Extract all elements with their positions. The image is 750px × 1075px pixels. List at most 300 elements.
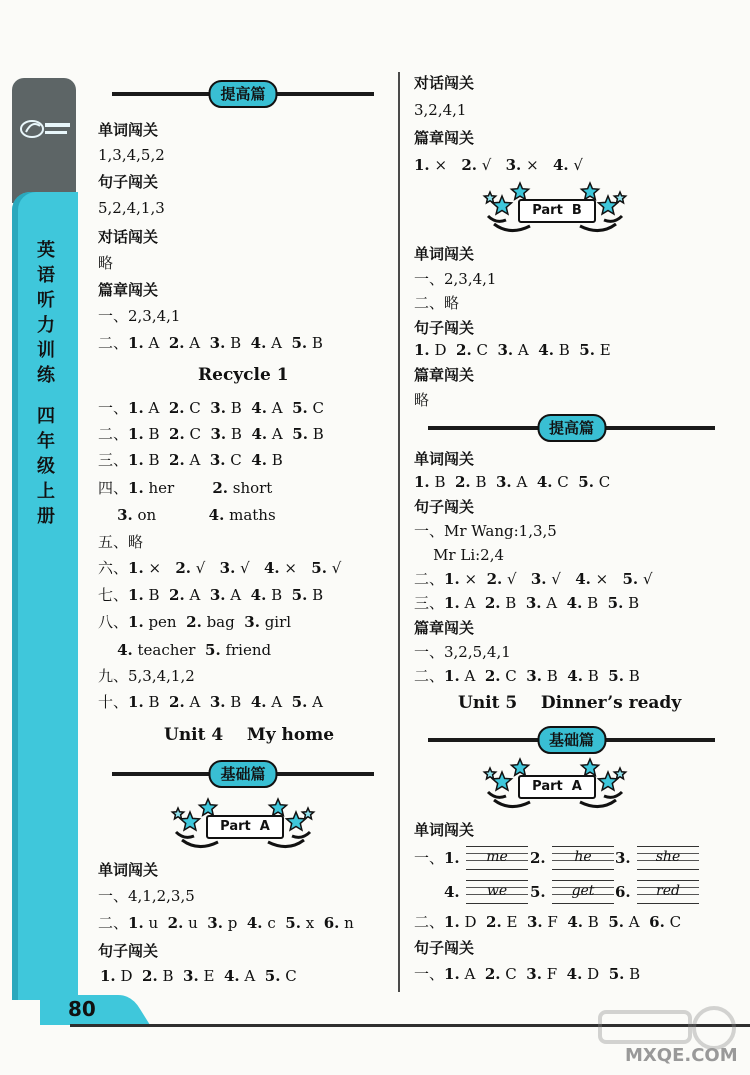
answer-text: E: [594, 341, 611, 359]
question-number: 3.: [496, 473, 512, 491]
banner-label: 基础篇: [537, 726, 606, 754]
answer-line: [98, 640, 271, 660]
answer-text: A: [266, 693, 292, 711]
answer-text: E: [501, 913, 527, 931]
answer-text: C: [471, 341, 498, 359]
question-number: 3.: [497, 341, 514, 359]
answer-text: C: [307, 399, 325, 417]
answer-text: 六、: [98, 559, 129, 577]
question-number: 1.: [128, 559, 144, 577]
question-number: 5.: [291, 586, 308, 604]
answer-text: 三、: [98, 451, 129, 469]
question-number: 3.: [207, 914, 223, 932]
question-number: 4.: [246, 914, 263, 932]
question-number: 4.: [250, 334, 267, 352]
answer-text: B: [582, 594, 608, 612]
answer-text: C: [500, 965, 527, 983]
answer-text: ×: [459, 570, 487, 588]
question-number: 1.: [414, 473, 430, 491]
answer-text: girl: [259, 613, 292, 631]
section-head-word: 单词闯关: [414, 245, 475, 263]
answer-line: [98, 913, 354, 933]
question-number: 4.: [208, 506, 225, 524]
answer-text: B: [500, 594, 526, 612]
answer-text: D: [429, 341, 457, 359]
question-number: 4.: [250, 693, 267, 711]
answer-text: teacher: [132, 641, 206, 659]
answer-text: 一、: [414, 965, 445, 983]
answer-text: √: [546, 570, 576, 588]
question-number: 1.: [128, 451, 144, 469]
answer-line: [414, 912, 681, 932]
answer-text: B: [623, 594, 640, 612]
question-number: 5.: [530, 883, 546, 901]
handwriting-box: [552, 880, 614, 904]
answer-text: B: [143, 693, 170, 711]
banner-tigao: [112, 80, 374, 108]
question-number: 4.: [567, 913, 584, 931]
section-head-sentence: 句子闯关: [414, 939, 475, 957]
answer-text: x: [300, 914, 324, 932]
answer-line: [414, 569, 653, 589]
answer-line: 一、2,3,4,1: [414, 270, 497, 288]
answer-line: 一、3,2,5,4,1: [414, 643, 511, 661]
answer-text: √: [502, 570, 531, 588]
handwriting-box: [466, 846, 528, 870]
section-head-passage: 篇章闯关: [414, 366, 475, 384]
answer-text: A: [459, 594, 485, 612]
question-number: 2.: [484, 965, 501, 983]
question-number: 4.: [223, 967, 240, 985]
question-number: 4.: [566, 965, 583, 983]
answer-text: A: [459, 667, 485, 685]
banner-tigao: [428, 414, 715, 442]
question-number: 6.: [649, 913, 665, 931]
answer-line: [98, 612, 291, 632]
question-number: 2.: [168, 399, 185, 417]
answer-text: u: [183, 914, 208, 932]
answer-line: [414, 964, 640, 984]
question-number: 2.: [455, 473, 471, 491]
question-number: 3.: [209, 693, 226, 711]
question-number: 4.: [444, 883, 460, 901]
answer-text: A: [225, 586, 251, 604]
answer-text: B: [143, 425, 170, 443]
section-head-word: 单词闯关: [98, 121, 159, 139]
question-number: 1.: [128, 693, 144, 711]
question-number: 2.: [169, 693, 185, 711]
handwritten-word: get: [571, 883, 595, 899]
answer-text: B: [307, 334, 323, 352]
answer-line: 一、Mr Wang:1,3,5: [414, 522, 557, 540]
question-number: 3.: [525, 594, 542, 612]
question-number: 2.: [484, 667, 501, 685]
answer-text: B: [307, 425, 324, 443]
answer-text: ×: [429, 156, 462, 174]
question-number: 6.: [323, 914, 340, 932]
answer-text: 二、: [414, 667, 445, 685]
answer-line: 3,2,4,1: [414, 101, 467, 119]
answer-text: her: [143, 479, 213, 497]
question-number: 4.: [117, 641, 133, 659]
answer-text: p: [222, 914, 247, 932]
answer-text: A: [184, 693, 210, 711]
title-char: 练: [37, 365, 55, 386]
answer-text: 二、: [414, 570, 445, 588]
question-number: 2.: [456, 341, 472, 359]
answer-text: C: [184, 425, 211, 443]
answer-text: A: [511, 473, 537, 491]
answer-text: A: [184, 586, 210, 604]
question-number: 3.: [210, 425, 227, 443]
answer-text: A: [267, 425, 293, 443]
answer-text: 四、: [98, 479, 129, 497]
answer-prefix: 一、: [414, 849, 445, 867]
answer-text: A: [184, 451, 210, 469]
question-number: 1.: [444, 849, 460, 867]
answer-text: ×: [590, 570, 623, 588]
question-number: 5.: [578, 473, 594, 491]
answer-text: A: [459, 965, 485, 983]
answer-line: [98, 333, 323, 353]
unit5-title: Unit 5 Dinner’s ready: [458, 693, 682, 713]
part-a-badge: [168, 796, 318, 854]
question-number: 2.: [484, 594, 501, 612]
answer-text: √: [638, 570, 653, 588]
answer-text: √: [568, 156, 583, 174]
question-number: 3.: [244, 613, 260, 631]
answer-text: on: [132, 506, 209, 524]
question-number: 2.: [212, 479, 228, 497]
title-char: 力: [37, 315, 55, 336]
answer-line: 略: [98, 254, 114, 272]
answer-text: C: [664, 913, 682, 931]
section-head-dialog: 对话闯关: [98, 228, 159, 246]
title-char: 英: [37, 240, 55, 261]
question-number: 2.: [461, 156, 477, 174]
question-number: 1.: [414, 156, 430, 174]
answer-text: C: [280, 967, 297, 985]
answer-text: A: [541, 594, 567, 612]
question-number: 3.: [530, 570, 547, 588]
answer-text: A: [513, 341, 539, 359]
answer-text: 二、: [414, 913, 445, 931]
answer-text: 八、: [98, 613, 129, 631]
question-number: 5.: [608, 965, 625, 983]
title-char: 年: [37, 431, 55, 452]
answer-text: C: [184, 399, 211, 417]
answer-text: bag: [201, 613, 245, 631]
answer-line: [98, 585, 323, 605]
question-number: 2.: [530, 849, 546, 867]
answer-text: √: [476, 156, 506, 174]
part-label: Part B: [518, 199, 596, 223]
answer-line: 1,3,4,5,2: [98, 146, 165, 164]
column-divider: [398, 72, 400, 992]
question-number: 5.: [622, 570, 639, 588]
answer-line: [98, 558, 341, 578]
handwritten-word: we: [486, 883, 508, 899]
answer-text: A: [143, 399, 169, 417]
question-number: 5.: [608, 667, 624, 685]
question-number: 1.: [444, 594, 460, 612]
question-number: 2.: [486, 570, 503, 588]
answer-text: B: [157, 967, 184, 985]
answer-text: ×: [521, 156, 553, 174]
answer-text: A: [184, 334, 210, 352]
title-char: 级: [37, 456, 55, 477]
answer-text: [98, 506, 117, 524]
section-head-sentence: 句子闯关: [98, 942, 159, 960]
answer-text: 五、略: [98, 533, 144, 551]
question-number: 3.: [219, 559, 236, 577]
question-number: 5.: [291, 693, 308, 711]
section-head-word: 单词闯关: [98, 861, 159, 879]
answer-line: [98, 450, 283, 470]
answer-text: D: [115, 967, 143, 985]
question-number: 2.: [167, 914, 184, 932]
title-char: 册: [37, 506, 55, 527]
answer-text: B: [225, 334, 251, 352]
question-number: 3.: [209, 586, 226, 604]
answer-line: 略: [414, 391, 430, 409]
question-number: 1.: [100, 967, 116, 985]
question-number: 5.: [292, 425, 308, 443]
answer-text: friend: [220, 641, 272, 659]
part-label: Part A: [518, 775, 596, 799]
question-number: 3.: [526, 913, 543, 931]
book-title-vertical: [28, 238, 64, 529]
answer-text: A: [307, 693, 323, 711]
question-number: 1.: [444, 913, 460, 931]
question-number: 4.: [251, 451, 267, 469]
answer-text: D: [582, 965, 609, 983]
answer-text: ×: [143, 559, 176, 577]
answer-line: [414, 593, 639, 613]
answer-text: C: [500, 667, 527, 685]
question-number: 1.: [128, 613, 144, 631]
question-number: 4.: [263, 559, 280, 577]
answer-line: [414, 340, 611, 360]
question-number: 2.: [175, 559, 191, 577]
title-char: 上: [37, 481, 55, 502]
title-char: 听: [37, 290, 55, 311]
answer-line: [98, 532, 143, 552]
question-number: 2.: [486, 913, 502, 931]
answer-line: [98, 692, 323, 712]
question-number: 2.: [169, 451, 185, 469]
banner-label: 基础篇: [208, 760, 277, 788]
question-number: 4.: [575, 570, 591, 588]
section-head-passage: 篇章闯关: [414, 619, 475, 637]
answer-text: n: [339, 914, 354, 932]
section-head-passage: 篇章闯关: [98, 281, 159, 299]
answer-text: B: [470, 473, 496, 491]
question-number: 4.: [538, 341, 554, 359]
answer-line: 一、2,3,4,1: [98, 307, 181, 325]
question-number: 3.: [526, 667, 542, 685]
answer-line: [98, 398, 324, 418]
question-number: 1.: [414, 341, 430, 359]
handwritten-word: red: [656, 883, 680, 899]
answer-line: [98, 505, 276, 525]
question-number: 1.: [128, 425, 144, 443]
part-b-badge: [480, 180, 630, 238]
section-head-sentence: 句子闯关: [98, 173, 159, 191]
question-number: 5.: [264, 967, 281, 985]
question-number: 2.: [142, 967, 158, 985]
question-number: 5.: [292, 399, 308, 417]
answer-text: A: [624, 913, 650, 931]
handwritten-word: me: [486, 849, 508, 865]
answer-text: B: [624, 965, 641, 983]
question-number: 5.: [311, 559, 327, 577]
handwritten-word: he: [574, 849, 592, 865]
answer-text: B: [225, 693, 251, 711]
title-char: 训: [37, 340, 55, 361]
answer-text: short: [227, 479, 273, 497]
question-number: 1.: [128, 586, 144, 604]
answer-text: 十、: [98, 693, 129, 711]
question-number: 5.: [291, 334, 308, 352]
handwriting-box: [466, 880, 528, 904]
answer-text: B: [429, 473, 455, 491]
answer-text: 三、: [414, 594, 445, 612]
answer-text: B: [541, 667, 568, 685]
answer-text: B: [143, 586, 170, 604]
watermark-text: MXQE.COM: [625, 1045, 738, 1066]
question-number: 3.: [209, 334, 226, 352]
question-number: 4.: [536, 473, 553, 491]
recycle-title: Recycle 1: [198, 365, 289, 385]
section-head-word: 单词闯关: [414, 450, 475, 468]
answer-line: [98, 424, 324, 444]
answer-text: [98, 641, 117, 659]
answer-text: 二、: [98, 334, 129, 352]
answer-text: B: [266, 586, 292, 604]
banner-jichu: [112, 760, 374, 788]
answer-text: B: [226, 425, 252, 443]
question-number: 5.: [608, 913, 625, 931]
answer-text: F: [542, 913, 568, 931]
question-number: 4.: [566, 594, 583, 612]
answer-line: [414, 472, 610, 492]
question-number: 5.: [607, 594, 624, 612]
title-char: 语: [37, 265, 55, 286]
question-number: 2.: [168, 334, 185, 352]
answer-line: 5,2,4,1,3: [98, 199, 165, 217]
question-number: 3.: [183, 967, 199, 985]
section-head-sentence: 句子闯关: [414, 498, 475, 516]
question-number: 2.: [169, 586, 185, 604]
answer-text: B: [307, 586, 324, 604]
answer-text: 七、: [98, 586, 129, 604]
answer-text: √: [191, 559, 220, 577]
answer-text: E: [198, 967, 224, 985]
answer-text: pen: [143, 613, 187, 631]
question-number: 4.: [250, 586, 267, 604]
banner-label: 提高篇: [208, 80, 277, 108]
part-label: Part A: [206, 815, 284, 839]
banner-jichu: [428, 726, 715, 754]
question-number: 1.: [128, 334, 144, 352]
question-number: 1.: [128, 914, 144, 932]
answer-text: √: [235, 559, 264, 577]
answer-text: 二、: [98, 914, 129, 932]
answer-line: [98, 666, 195, 686]
part-a-badge: [480, 756, 630, 814]
question-number: 3.: [209, 451, 226, 469]
answer-text: B: [143, 451, 170, 469]
handwriting-box: [552, 846, 614, 870]
answer-line: Mr Li:2,4: [414, 546, 505, 564]
question-number: 5.: [285, 914, 301, 932]
answer-text: F: [541, 965, 567, 983]
page-number: 80: [68, 997, 96, 1021]
answer-text: C: [225, 451, 252, 469]
question-number: 1.: [444, 965, 460, 983]
answer-text: B: [266, 451, 283, 469]
handwritten-word: she: [655, 849, 681, 865]
question-number: 4.: [552, 156, 569, 174]
question-number: 6.: [615, 883, 631, 901]
section-head-word: 单词闯关: [414, 821, 475, 839]
question-number: 5.: [579, 341, 595, 359]
question-number: 3.: [526, 965, 542, 983]
section-head-sentence: 句子闯关: [414, 319, 475, 337]
handwriting-box: [637, 880, 699, 904]
question-number: 4.: [251, 399, 267, 417]
answer-text: maths: [224, 506, 276, 524]
answer-text: c: [262, 914, 286, 932]
answer-line: 一、4,1,2,3,5: [98, 887, 195, 905]
question-number: 3.: [210, 399, 226, 417]
question-number: 2.: [169, 425, 185, 443]
answer-text: B: [553, 341, 580, 359]
answer-text: u: [143, 914, 168, 932]
answer-line: [414, 666, 640, 686]
answer-text: ×: [279, 559, 312, 577]
question-number: 3.: [615, 849, 631, 867]
question-number: 1.: [128, 399, 144, 417]
question-number: 5.: [205, 641, 221, 659]
section-head-passage: 篇章闯关: [414, 129, 475, 147]
question-number: 3.: [505, 156, 522, 174]
question-number: 1.: [128, 479, 144, 497]
answer-text: D: [459, 913, 487, 931]
answer-text: A: [239, 967, 265, 985]
answer-text: B: [582, 667, 609, 685]
answer-text: 二、: [98, 425, 129, 443]
handwriting-box: [637, 846, 699, 870]
question-number: 1.: [444, 667, 460, 685]
answer-text: C: [593, 473, 611, 491]
answer-line: [414, 155, 583, 175]
answer-text: B: [225, 399, 252, 417]
banner-label: 提高篇: [537, 414, 606, 442]
answer-text: A: [266, 334, 292, 352]
answer-text: A: [143, 334, 169, 352]
answer-line: [98, 478, 272, 498]
question-number: 3.: [117, 506, 133, 524]
question-number: 4.: [251, 425, 268, 443]
publisher-logo-icon: [18, 114, 72, 144]
answer-text: B: [623, 667, 640, 685]
answer-text: A: [266, 399, 293, 417]
answer-text: √: [326, 559, 342, 577]
answer-text: 九、5,3,4,1,2: [98, 667, 195, 685]
question-number: 1.: [444, 570, 460, 588]
